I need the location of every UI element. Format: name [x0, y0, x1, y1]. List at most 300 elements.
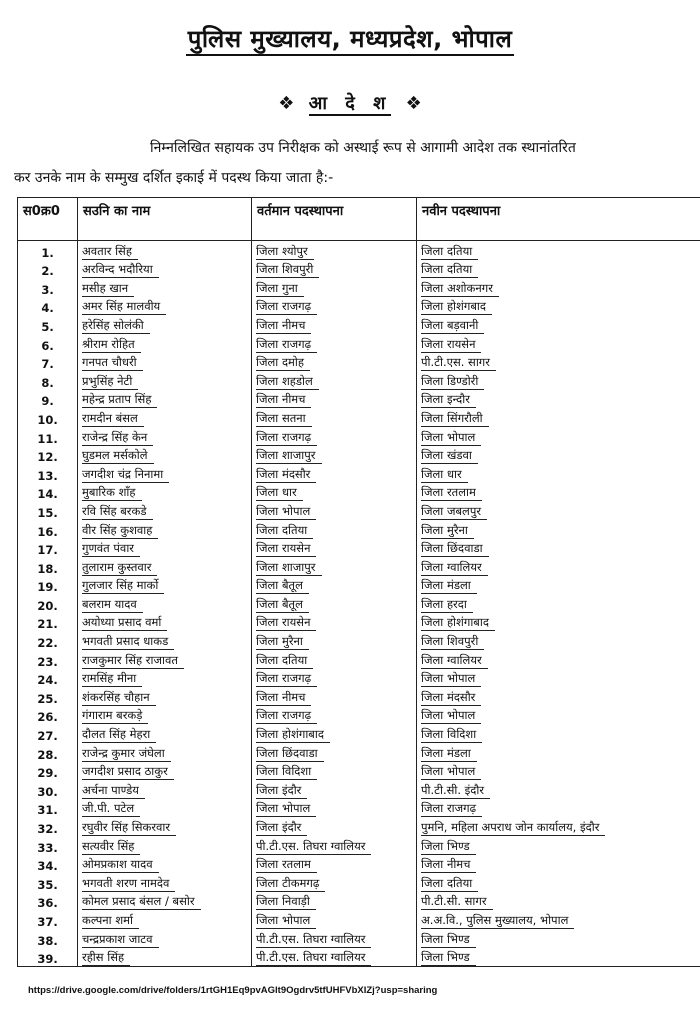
serial-cell-text: 31. [37, 803, 58, 818]
name-cell [78, 948, 252, 967]
serial-cell [18, 576, 78, 595]
current-posting-cell-text: जिला श्योपुर [256, 244, 314, 260]
name-cell-text: गुलजार सिंह मार्को [82, 578, 164, 594]
new-posting-cell [417, 669, 700, 688]
name-cell [78, 892, 252, 911]
serial-cell-text: 23. [37, 654, 58, 669]
table-row [18, 446, 700, 465]
table-row [18, 892, 700, 911]
name-cell [78, 278, 252, 297]
current-posting-cell [252, 724, 417, 743]
table-row [18, 724, 700, 743]
new-posting-cell-text: जिला मंडला [421, 746, 477, 762]
current-posting-cell [252, 464, 417, 483]
current-posting-cell [252, 278, 417, 297]
name-cell-text: अयोध्या प्रसाद वर्मा [82, 615, 167, 631]
current-posting-cell [252, 483, 417, 502]
name-cell-text: बलराम यादव [82, 597, 143, 613]
name-cell [78, 613, 252, 632]
name-cell [78, 334, 252, 353]
name-cell-text: चन्द्रप्रकाश जाटव [82, 932, 159, 948]
new-posting-cell-text: जिला भोपाल [421, 430, 481, 446]
table-row [18, 390, 700, 409]
new-posting-cell [417, 743, 700, 762]
serial-cell-text: 35. [37, 877, 58, 892]
name-cell [78, 780, 252, 799]
serial-cell-text: 16. [37, 524, 58, 539]
table-row [18, 371, 700, 390]
table-row [18, 669, 700, 688]
new-posting-cell [417, 464, 700, 483]
serial-cell-text: 28. [37, 747, 58, 762]
new-posting-cell [417, 724, 700, 743]
name-cell [78, 353, 252, 372]
name-cell-text: कल्पना शर्मा [82, 913, 139, 929]
serial-cell [18, 297, 78, 316]
serial-cell [18, 520, 78, 539]
name-cell [78, 371, 252, 390]
new-posting-cell-text: अ.अ.वि., पुलिस मुख्यालय, भोपाल [421, 913, 574, 929]
name-cell [78, 873, 252, 892]
table-row [18, 687, 700, 706]
order-heading [0, 91, 700, 115]
current-posting-cell-text: जिला विदिशा [256, 764, 317, 780]
serial-cell [18, 706, 78, 725]
name-cell-text: कोमल प्रसाद बंसल / बसोर [82, 894, 201, 910]
name-cell [78, 557, 252, 576]
serial-cell [18, 892, 78, 911]
page-title: पुलिस मुख्यालय, मध्यप्रदेश, भोपाल [0, 22, 700, 55]
name-cell-text: रहीस सिंह [82, 950, 130, 966]
table-row [18, 297, 700, 316]
serial-cell [18, 427, 78, 446]
serial-cell-text: 21. [37, 617, 58, 632]
name-cell [78, 762, 252, 781]
name-cell [78, 687, 252, 706]
serial-cell-text: 4. [41, 301, 54, 316]
new-posting-cell [417, 799, 700, 818]
table-row [18, 260, 700, 279]
name-cell-text: अर्चना पाण्डेय [82, 783, 145, 799]
current-posting-cell [252, 650, 417, 669]
name-cell [78, 855, 252, 874]
table-row [18, 501, 700, 520]
serial-cell [18, 948, 78, 967]
current-posting-cell-text: जिला बैतूल [256, 578, 309, 594]
current-posting-cell-text: जिला राजगढ़ [256, 430, 317, 446]
serial-cell [18, 539, 78, 558]
current-posting-cell-text: जिला शिवपुरी [256, 262, 319, 278]
current-posting-cell-text: जिला भोपाल [256, 913, 316, 929]
new-posting-cell [417, 836, 700, 855]
new-posting-cell [417, 315, 700, 334]
current-posting-cell [252, 371, 417, 390]
serial-cell [18, 613, 78, 632]
current-posting-cell-text: जिला सतना [256, 411, 312, 427]
new-posting-cell [417, 241, 700, 260]
current-posting-cell [252, 706, 417, 725]
table-header-row [18, 198, 700, 241]
name-cell-text: मुबारिक शाँह [82, 485, 142, 501]
serial-cell [18, 855, 78, 874]
serial-cell-text: 19. [37, 580, 58, 595]
name-cell [78, 594, 252, 613]
current-posting-cell [252, 353, 417, 372]
current-posting-cell-text: जिला मंदसौर [256, 467, 316, 483]
new-posting-cell-text: जिला हरदा [421, 597, 473, 613]
table-row [18, 743, 700, 762]
ornament-right-icon: ❖ [405, 93, 422, 114]
new-posting-cell [417, 687, 700, 706]
serial-cell-text: 25. [37, 691, 58, 706]
current-posting-cell-text: जिला भोपाल [256, 801, 316, 817]
name-cell [78, 836, 252, 855]
new-posting-cell [417, 948, 700, 967]
intro-line-1: निम्नलिखित सहायक उप निरीक्षक को अस्थाई रूप से आगामी आदेश तक स्थानांतरित [150, 140, 576, 156]
table-row [18, 780, 700, 799]
serial-cell [18, 650, 78, 669]
new-posting-cell-text: जिला विदिशा [421, 727, 482, 743]
serial-cell [18, 483, 78, 502]
current-posting-cell-text: जिला राजगढ़ [256, 708, 317, 724]
current-posting-cell-text: जिला रायसेन [256, 541, 316, 557]
table-row [18, 929, 700, 948]
serial-cell-text: 18. [37, 561, 58, 576]
current-posting-cell [252, 241, 417, 260]
table-row [18, 836, 700, 855]
name-cell [78, 539, 252, 558]
current-posting-cell [252, 520, 417, 539]
serial-cell-text: 7. [41, 357, 54, 372]
new-posting-cell-text: जिला भिण्ड [421, 839, 476, 855]
ornament-left-icon: ❖ [278, 93, 295, 114]
current-posting-cell-text: जिला शाजापुर [256, 560, 322, 576]
new-posting-cell-text: जिला राजगढ़ [421, 801, 482, 817]
table-row [18, 706, 700, 725]
table-row [18, 408, 700, 427]
serial-cell-text: 26. [37, 710, 58, 725]
order-label: आ दे श [308, 93, 392, 114]
name-cell [78, 297, 252, 316]
header-current-posting: वर्तमान पदस्थापना [252, 198, 417, 241]
table-row [18, 855, 700, 874]
current-posting-cell [252, 390, 417, 409]
current-posting-cell [252, 910, 417, 929]
new-posting-cell [417, 334, 700, 353]
current-posting-cell-text: जिला राजगढ़ [256, 299, 317, 315]
name-cell-text: राजेन्द्र सिंह केन [82, 430, 153, 446]
name-cell-text: गुणवंत पंवार [82, 541, 140, 557]
table-row [18, 799, 700, 818]
new-posting-cell-text: जिला खंडवा [421, 448, 478, 464]
new-posting-cell-text: पी.टी.सी. इंदौर [421, 783, 490, 799]
name-cell-text: ओमप्रकाश यादव [82, 857, 159, 873]
name-cell [78, 390, 252, 409]
new-posting-cell-text: जिला बड़वानी [421, 318, 484, 334]
name-cell-text: श्रीराम रोहित [82, 337, 141, 353]
current-posting-cell-text: जिला गुना [256, 281, 304, 297]
current-posting-cell [252, 297, 417, 316]
table-row [18, 334, 700, 353]
serial-cell [18, 594, 78, 613]
name-cell-text: घुडमल मर्सकोले [82, 448, 154, 464]
serial-cell-text: 20. [37, 598, 58, 613]
name-cell-text: रघुवीर सिंह सिकरवार [82, 820, 176, 836]
name-cell-text: भगवती शरण नामदेव [82, 876, 175, 892]
new-posting-cell [417, 539, 700, 558]
new-posting-cell [417, 910, 700, 929]
serial-cell-text: 1. [41, 245, 54, 260]
table-row [18, 594, 700, 613]
new-posting-cell [417, 520, 700, 539]
new-posting-cell [417, 576, 700, 595]
serial-cell [18, 743, 78, 762]
serial-cell-text: 34. [37, 859, 58, 874]
current-posting-cell [252, 948, 417, 967]
serial-cell-text: 14. [37, 487, 58, 502]
current-posting-cell-text: जिला छिंदवाडा [256, 746, 324, 762]
serial-cell-text: 2. [41, 264, 54, 279]
name-cell-text: राजकुमार सिंह राजावत [82, 653, 184, 669]
current-posting-cell [252, 743, 417, 762]
new-posting-cell [417, 278, 700, 297]
current-posting-cell [252, 501, 417, 520]
name-cell-text: अवतार सिंह [82, 244, 138, 260]
table-row [18, 817, 700, 836]
new-posting-cell-text: जिला दतिया [421, 244, 478, 260]
serial-cell-text: 9. [41, 394, 54, 409]
new-posting-cell [417, 408, 700, 427]
serial-cell-text: 24. [37, 673, 58, 688]
current-posting-cell [252, 427, 417, 446]
new-posting-cell-text: जिला मंडला [421, 578, 477, 594]
new-posting-cell-text: जिला ग्वालियर [421, 653, 488, 669]
current-posting-cell-text: जिला इंदौर [256, 783, 307, 799]
new-posting-cell [417, 706, 700, 725]
current-posting-cell-text: जिला मुरैना [256, 634, 309, 650]
serial-cell [18, 315, 78, 334]
name-cell-text: अमर सिंह मालवीय [82, 299, 166, 315]
new-posting-cell-text: जिला ग्वालियर [421, 560, 488, 576]
table-row [18, 576, 700, 595]
new-posting-cell [417, 817, 700, 836]
serial-cell-text: 36. [37, 896, 58, 911]
name-cell-text: जगदीश चंद्र निनामा [82, 467, 169, 483]
serial-cell [18, 557, 78, 576]
table-row [18, 910, 700, 929]
current-posting-cell [252, 855, 417, 874]
new-posting-cell-text: जिला दतिया [421, 876, 478, 892]
current-posting-cell-text: पी.टी.एस. तिघरा ग्वालियर [256, 932, 371, 948]
new-posting-cell [417, 260, 700, 279]
serial-cell-text: 11. [37, 431, 58, 446]
header-name: सउनि का नाम [78, 198, 252, 241]
serial-cell-text: 12. [37, 450, 58, 465]
table-row [18, 520, 700, 539]
name-cell [78, 631, 252, 650]
current-posting-cell-text: जिला निवाड़ी [256, 894, 316, 910]
current-posting-cell [252, 836, 417, 855]
name-cell [78, 669, 252, 688]
new-posting-cell-text: जिला छिंदवाडा [421, 541, 489, 557]
serial-cell-text: 27. [37, 729, 58, 744]
serial-cell-text: 22. [37, 636, 58, 651]
drive-link[interactable]: https://drive.google.com/drive/folders/1rtGH1Eq9pvAGlt9Ogdrv5tfUHFVbXIZj?usp=sharing [28, 985, 438, 996]
new-posting-cell [417, 873, 700, 892]
table-row [18, 315, 700, 334]
table-row [18, 613, 700, 632]
serial-cell-text: 29. [37, 766, 58, 781]
name-cell [78, 483, 252, 502]
current-posting-cell [252, 594, 417, 613]
serial-cell-text: 8. [41, 375, 54, 390]
name-cell-text: जी.पी. पटेल [82, 801, 140, 817]
current-posting-cell-text: जिला रतलाम [256, 857, 317, 873]
name-cell-text: प्रभुसिंह नेटी [82, 374, 138, 390]
current-posting-cell-text: जिला राजगढ़ [256, 671, 317, 687]
current-posting-cell-text: जिला नीमच [256, 318, 311, 334]
serial-cell [18, 408, 78, 427]
table-row [18, 353, 700, 372]
current-posting-cell-text: पी.टी.एस. तिघरा ग्वालियर [256, 839, 371, 855]
table-row [18, 557, 700, 576]
name-cell-text: रामदीन बंसल [82, 411, 144, 427]
current-posting-cell [252, 892, 417, 911]
name-cell [78, 520, 252, 539]
serial-cell [18, 464, 78, 483]
new-posting-cell [417, 594, 700, 613]
current-posting-cell [252, 929, 417, 948]
current-posting-cell-text: जिला भोपाल [256, 504, 316, 520]
serial-cell-text: 32. [37, 822, 58, 836]
name-cell [78, 260, 252, 279]
new-posting-cell-text: जिला मंदसौर [421, 690, 481, 706]
current-posting-cell [252, 687, 417, 706]
table-row [18, 631, 700, 650]
current-posting-cell [252, 669, 417, 688]
new-posting-cell [417, 650, 700, 669]
table-row [18, 483, 700, 502]
header-new-posting: नवीन पदस्थापना [417, 198, 700, 241]
new-posting-cell [417, 613, 700, 632]
table-row [18, 539, 700, 558]
table-body [18, 241, 700, 967]
new-posting-cell-text: पी.टी.एस. सागर [421, 355, 496, 371]
new-posting-cell [417, 855, 700, 874]
new-posting-cell [417, 929, 700, 948]
current-posting-cell [252, 260, 417, 279]
new-posting-cell-text: जिला भोपाल [421, 708, 481, 724]
new-posting-cell-text: जिला भोपाल [421, 671, 481, 687]
serial-cell-text: 15. [37, 505, 58, 520]
new-posting-cell-text: जिला शिवपुरी [421, 634, 484, 650]
current-posting-cell-text: जिला दमोह [256, 355, 310, 371]
current-posting-cell-text: जिला धार [256, 485, 303, 501]
serial-cell [18, 929, 78, 948]
current-posting-cell-text: जिला टीकमगढ़ [256, 876, 325, 892]
current-posting-cell [252, 539, 417, 558]
new-posting-cell-text: जिला भोपाल [421, 764, 481, 780]
serial-cell [18, 501, 78, 520]
new-posting-cell-text: जिला इन्दौर [421, 392, 476, 408]
name-cell [78, 501, 252, 520]
serial-cell [18, 390, 78, 409]
new-posting-cell-text: पी.टी.सी. सागर [421, 894, 493, 910]
name-cell [78, 724, 252, 743]
name-cell-text: सत्यवीर सिंह [82, 839, 140, 855]
current-posting-cell [252, 557, 417, 576]
new-posting-cell [417, 780, 700, 799]
new-posting-cell-text: जिला रतलाम [421, 485, 482, 501]
new-posting-cell [417, 483, 700, 502]
serial-cell-text: 39. [37, 952, 58, 967]
name-cell [78, 408, 252, 427]
intro-line-2: कर उनके नाम के सम्मुख दर्शित इकाई में पदस्थ किया जाता है:- [14, 170, 334, 186]
name-cell [78, 706, 252, 725]
serial-cell [18, 278, 78, 297]
name-cell [78, 743, 252, 762]
current-posting-cell-text: जिला बैतूल [256, 597, 309, 613]
current-posting-cell [252, 799, 417, 818]
serial-cell [18, 241, 78, 260]
name-cell-text: हरेसिंह सोलंकी [82, 318, 150, 334]
serial-cell [18, 334, 78, 353]
serial-cell-text: 5. [41, 319, 54, 334]
current-posting-cell-text: जिला होशंगाबाद [256, 727, 330, 743]
serial-cell [18, 371, 78, 390]
serial-cell [18, 631, 78, 650]
serial-cell [18, 260, 78, 279]
name-cell-text: गनपत चौधरी [82, 355, 143, 371]
serial-cell [18, 724, 78, 743]
table-row [18, 762, 700, 781]
name-cell [78, 650, 252, 669]
name-cell [78, 817, 252, 836]
new-posting-cell-text: जिला डिण्डोरी [421, 374, 484, 390]
new-posting-cell [417, 297, 700, 316]
name-cell-text: गंगाराम बरकड़े [82, 708, 148, 724]
current-posting-cell [252, 631, 417, 650]
header-serial: स0क्र0 [18, 198, 78, 241]
serial-cell [18, 799, 78, 818]
current-posting-cell [252, 873, 417, 892]
current-posting-cell [252, 576, 417, 595]
new-posting-cell [417, 446, 700, 465]
table-row [18, 427, 700, 446]
serial-cell-text: 30. [37, 784, 58, 799]
new-posting-cell-text: जिला जबलपुर [421, 504, 487, 520]
current-posting-cell-text: जिला दतिया [256, 523, 313, 539]
serial-cell [18, 687, 78, 706]
name-cell-text: रवि सिंह बरकडे [82, 504, 153, 520]
name-cell-text: जगदीश प्रसाद ठाकुर [82, 764, 174, 780]
serial-cell-text: 10. [37, 412, 58, 427]
new-posting-cell [417, 390, 700, 409]
serial-cell [18, 353, 78, 372]
current-posting-cell [252, 408, 417, 427]
serial-cell-text: 3. [41, 282, 54, 297]
table-row [18, 278, 700, 297]
name-cell-text: रामसिंह मीना [82, 671, 142, 687]
serial-cell [18, 780, 78, 799]
current-posting-cell-text: जिला शाजापुर [256, 448, 322, 464]
name-cell-text: दौलत सिंह मेहरा [82, 727, 156, 743]
name-cell [78, 241, 252, 260]
name-cell-text: वीर सिंह कुशवाह [82, 523, 158, 539]
table-row [18, 241, 700, 260]
name-cell [78, 446, 252, 465]
current-posting-cell-text: पी.टी.एस. तिघरा ग्वालियर [256, 950, 371, 966]
